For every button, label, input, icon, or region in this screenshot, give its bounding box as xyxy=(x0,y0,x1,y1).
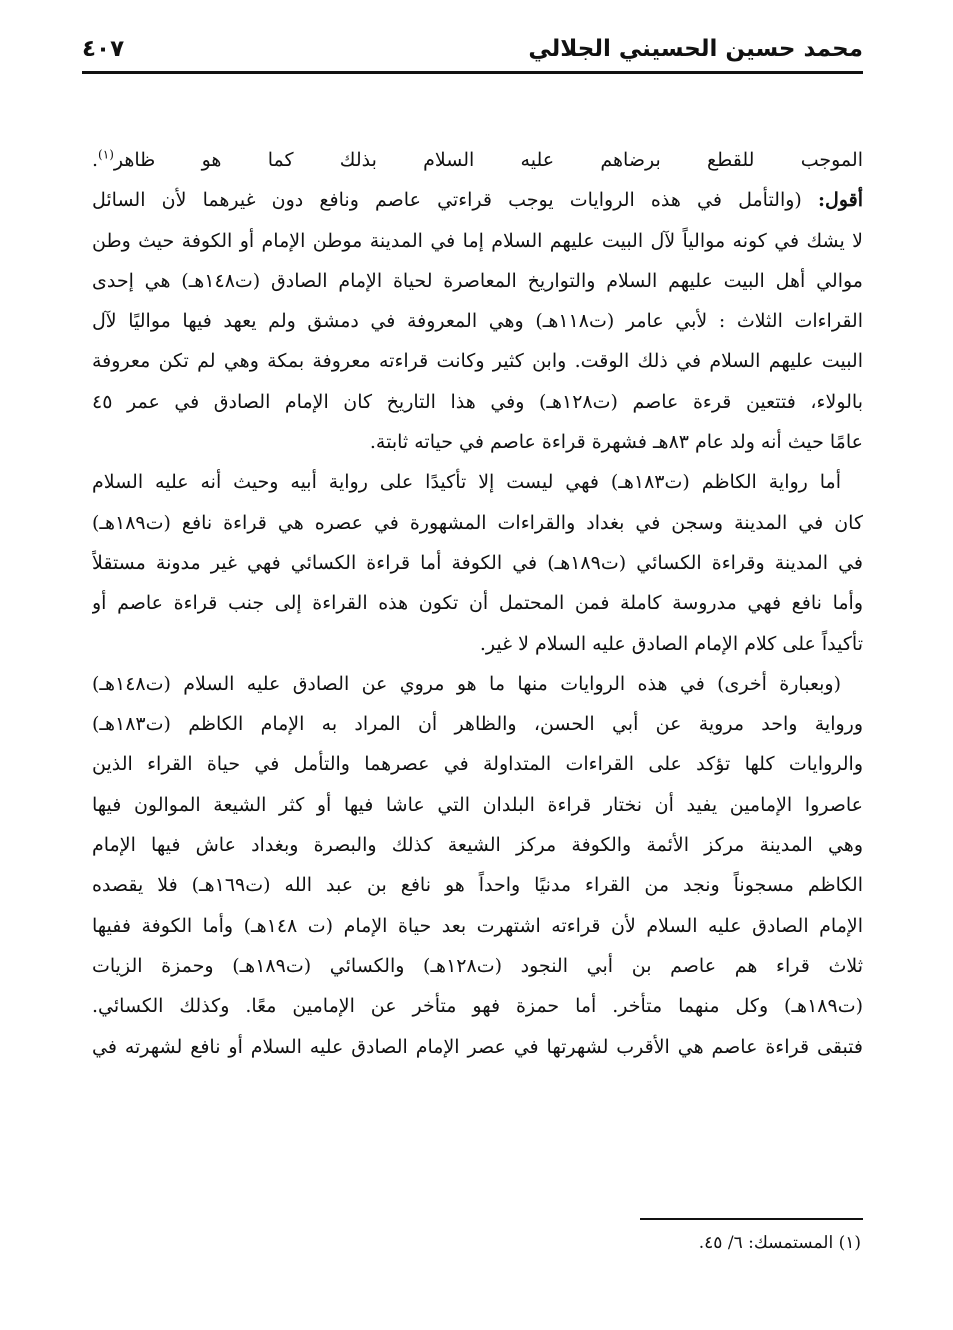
header-rule xyxy=(82,71,863,74)
text-line: البيت عليهم السلام في ذلك الوقت. وابن كثير وكانت قراءته معروفة بمكة وهي لم تكن معروفة xyxy=(92,350,863,373)
text-line: الموجب للقطع برضاهم عليه السلام بذلك كما هو ظاهر$^{(١)}$. xyxy=(92,147,863,171)
paragraph-lead: أقول: xyxy=(818,189,863,212)
text-line: أما رواية الكاظم (ت١٨٣هـ) فهي ليست إلا تأكيدًا على رواية أبيه وحيث أنه عليه السلام xyxy=(92,471,841,494)
text-line: عاصروا الإمامين يفيد أن نختار قراءة البلدان التي عاشا فيها أو كثر الشيعة الموالون فيها xyxy=(92,793,863,816)
text-line: القراءات الثلاث : لأبي عامر (ت١١٨هـ) وهي المعروفة في دمشق ولم يعهد فيها مواليًا لآل xyxy=(92,310,863,333)
text-line: والروايات كلها تؤكد على القراءات المتداولة في عصرهما والتأمل في حياة القراء الذين xyxy=(92,753,863,776)
text-line: عامًا حيث أنه ولد عام ٨٣هـ فشهرة قراءة عاصم في حياته ثابتة. xyxy=(369,431,863,454)
text-line: في المدينة وقراءة الكسائي (ت١٨٩هـ) في الكوفة أما قراءة الكسائي فهي غير مدونة مستقلاً xyxy=(92,551,863,574)
text-line: موالي أهل البيت عليهم السلام والتواريخ المعاصرة لحياة الإمام الصادق (ت١٤٨هـ) هي إحدى xyxy=(92,269,863,292)
text-line: ورواية واحد مروية عن أبي الحسن، والظاهر أن المراد به الإمام الكاظم (ت١٨٣هـ) xyxy=(92,713,863,736)
page-number: ٤٠٧ xyxy=(82,36,125,62)
text-line: ثلاث قراء هم عاصم بن أبي النجود (ت١٢٨هـ) والكسائي (ت١٨٩هـ) وحمزة الزيات xyxy=(92,954,863,977)
text-line: لا يشك في كونه موالياً لآل البيت عليهم السلام إما في المدينة موطن الإمام أو الكوفة حيث وطن xyxy=(92,229,863,252)
footnote-rule xyxy=(640,1218,863,1220)
text-line: الكاظم مسجوناً ونجد من القراء مدنيًا واحداً هو نافع بن عبد الله (ت١٦٩هـ) فلا يقصده xyxy=(92,874,863,897)
body-text xyxy=(92,140,863,1067)
text-line: وهي المدينة مركز الأئمة والكوفة مركز الشيعة كذلك والبصرة وبغداد عاش فيها الإمام xyxy=(92,834,863,857)
footnote-marker: (١) xyxy=(98,147,114,162)
text-line: تأكيداً على كلام الإمام الصادق عليه السلام لا غير. xyxy=(479,632,863,655)
text-line: أقول: (والتأمل في هذه الروايات يوجب قراءتي عاصم ونافع دون غيرهما لأن السائل xyxy=(92,189,863,212)
text-line: كان في المدينة وسجن في بغداد والقراءات المشهورة في عصره هي قراءة نافع (ت١٨٩هـ) xyxy=(92,511,863,534)
text-line: (ت١٨٩هـ) وكل منهما متأخر. أما حمزة فهو متأخر عن الإمامين معًا. وكذلك الكسائي. xyxy=(92,995,863,1018)
text-line: وأما نافع فهي مدروسة كاملة فمن المحتمل أن تكون هذه القراءة إلى جنب قراءة عاصم أو xyxy=(92,592,863,615)
text-line: فتبقى قراءة عاصم هي الأقرب لشهرتها في عصر الإمام الصادق عليه السلام أو نافع لشهرته في xyxy=(92,1035,863,1058)
footnote: (١) المستمسك: ٦/ ٤٥. xyxy=(698,1233,861,1253)
text-line: (وبعبارة أخرى) في هذه الروايات منها ما هو مروي عن الصادق عليه السلام (ت١٤٨هـ) xyxy=(92,672,841,695)
header-title: محمد حسين الحسيني الجلالي xyxy=(528,36,863,62)
text-line: الإمام الصادق عليه السلام لأن قراءته اشتهرت بعد حياة الإمام (ت ١٤٨هـ) وأما الكوفة ففيها xyxy=(92,914,863,937)
text-line: بالولاء، فتتعين قرءة عاصم (ت١٢٨هـ) وفي هذا التاريخ كان الإمام الصادق في عمر ٤٥ xyxy=(92,390,863,413)
